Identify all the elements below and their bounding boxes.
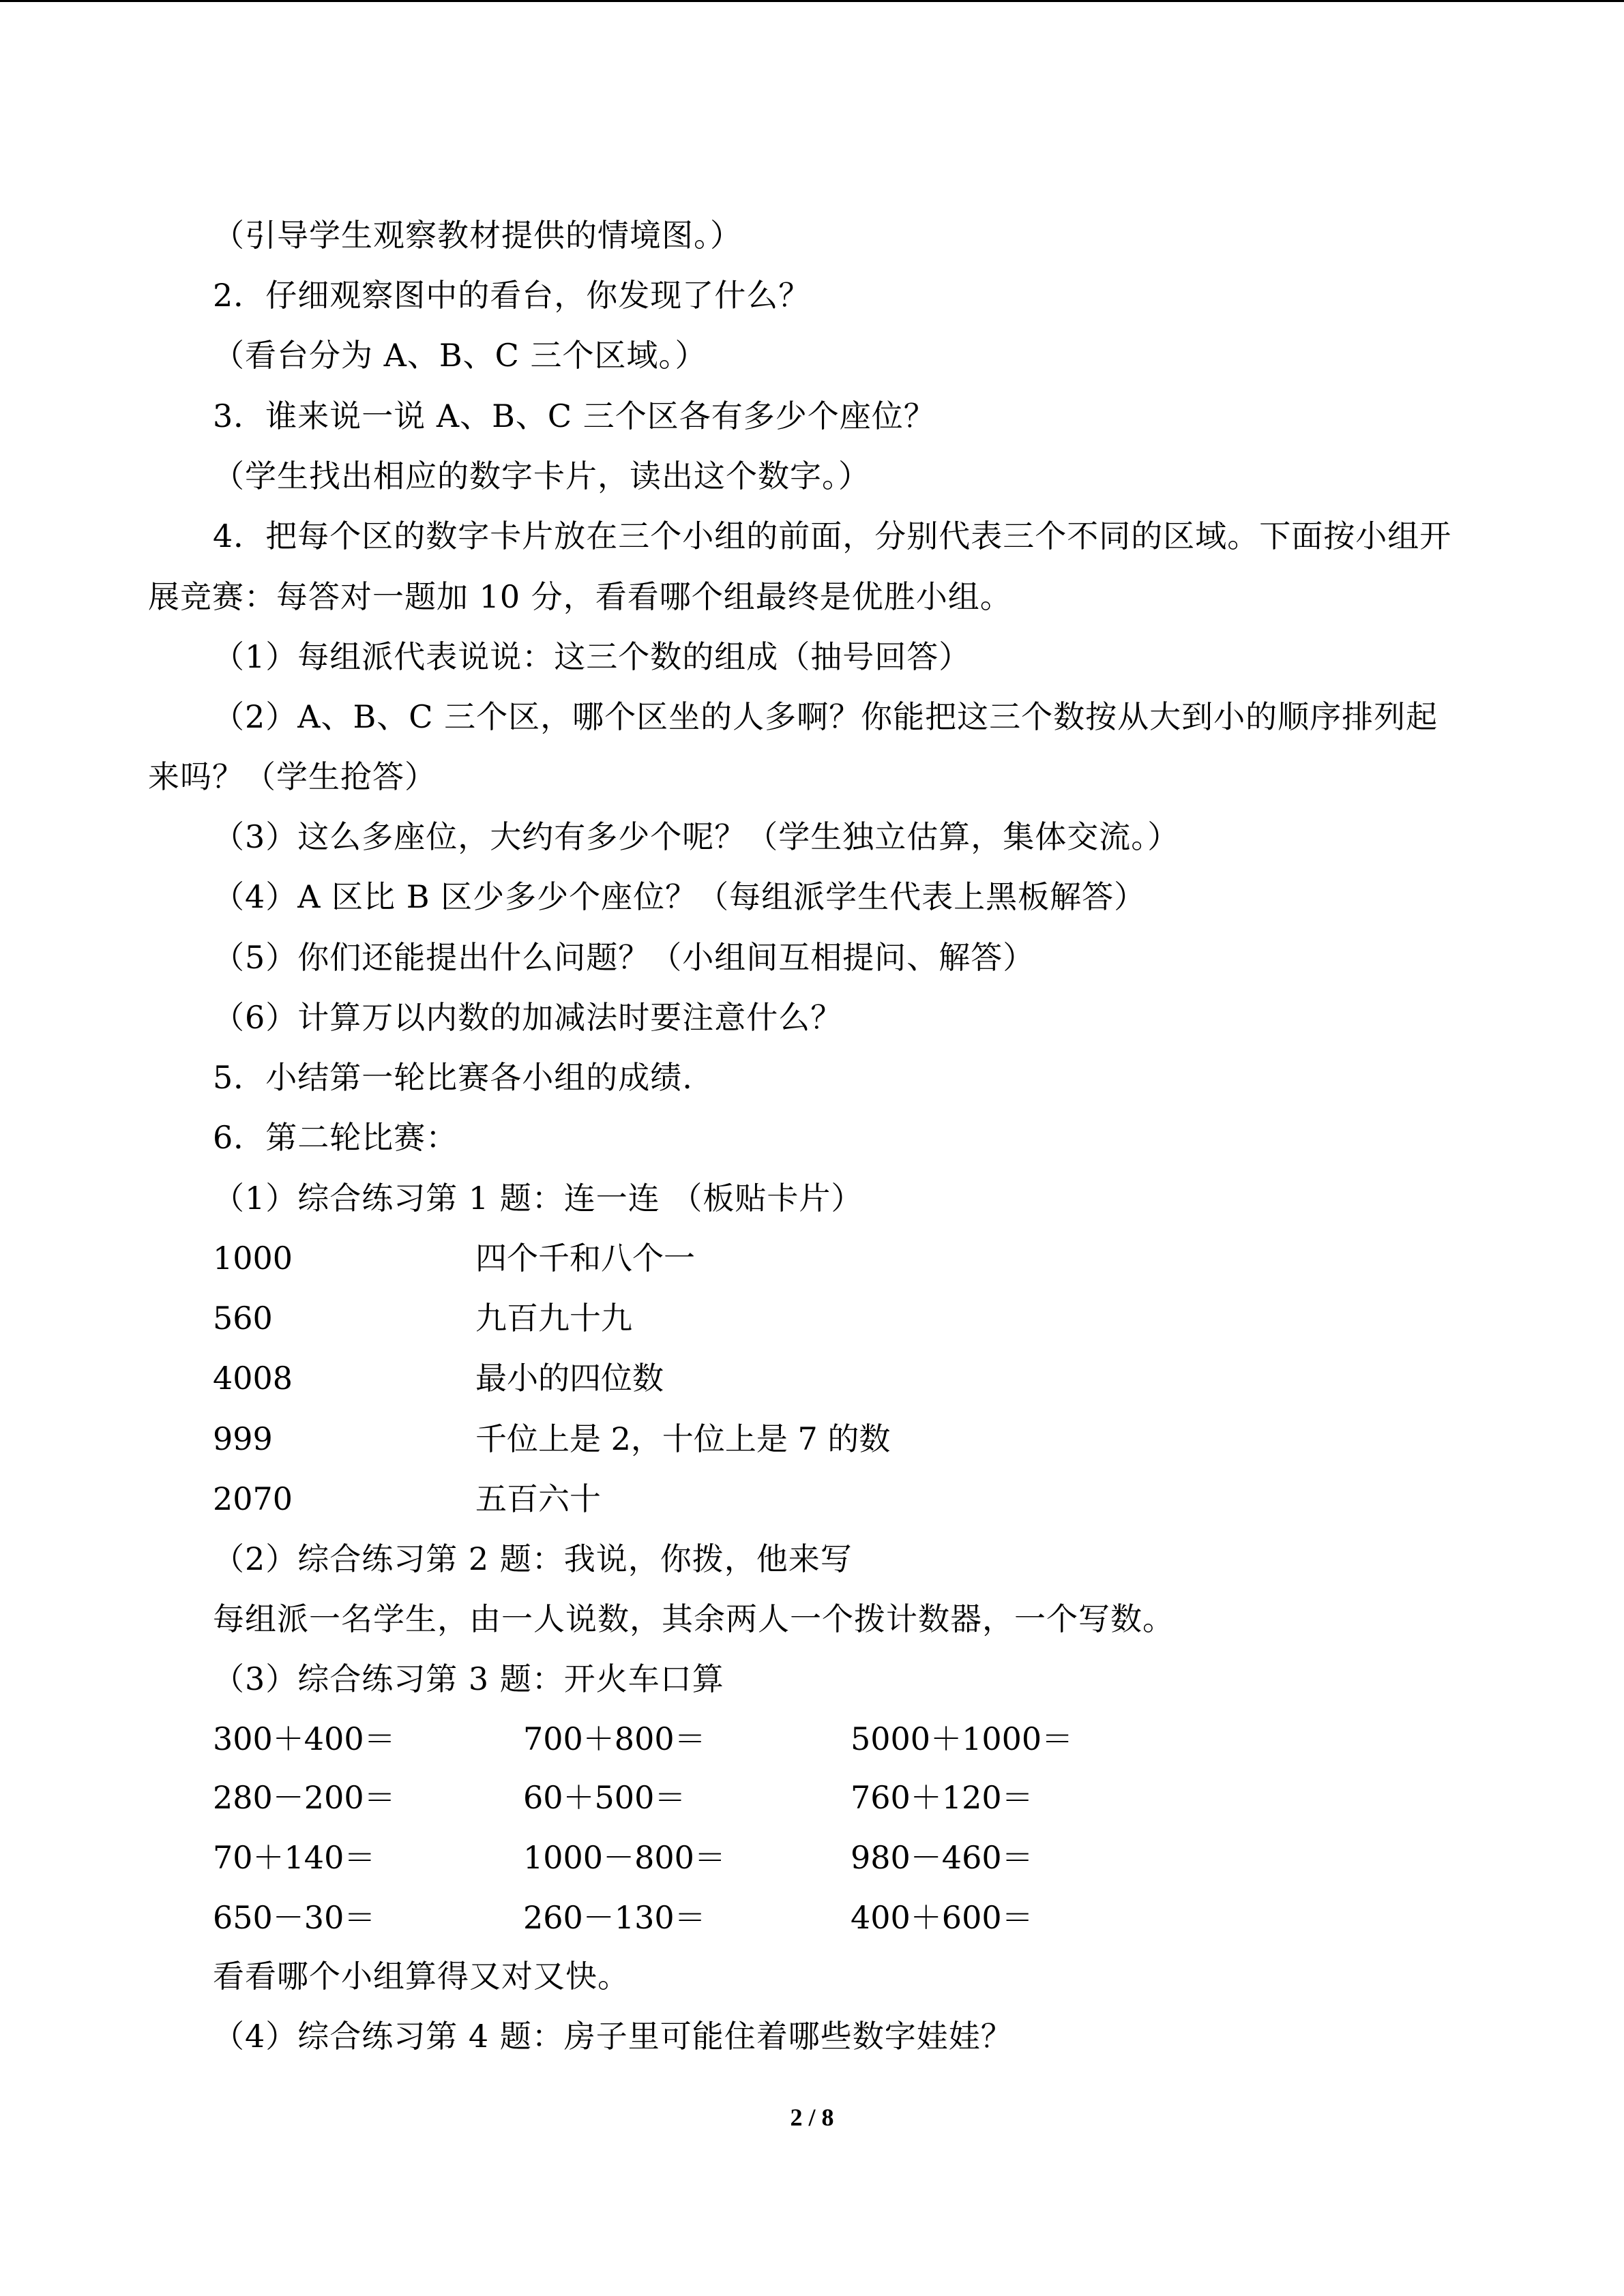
arithmetic-item: 1000－800＝ (523, 1839, 726, 1876)
text-line: （4）A 区比 B 区少多少个座位？（每组派学生代表上黑板解答） (213, 878, 1147, 915)
text-line: （5）你们还能提出什么问题？（小组间互相提问、解答） (213, 939, 1035, 976)
text-line: 2．仔细观察图中的看台，你发现了什么？ (213, 277, 811, 314)
text-line: 5．小结第一轮比赛各小组的成绩. (213, 1059, 693, 1096)
arithmetic-item: 260－130＝ (523, 1899, 706, 1936)
text-line: （1）综合练习第 1 题：连一连 （板贴卡片） (213, 1180, 863, 1217)
match-number: 4008 (213, 1360, 293, 1397)
text-line: （3）综合练习第 3 题：开火车口算 (213, 1660, 724, 1697)
arithmetic-item: 400＋600＝ (851, 1899, 1033, 1936)
text-line: （1）每组派代表说说：这三个数的组成（抽号回答） (213, 638, 971, 675)
text-line: 展竞赛：每答对一题加 10 分，看看哪个组最终是优胜小组。 (148, 578, 1012, 615)
arithmetic-item: 5000＋1000＝ (851, 1720, 1074, 1757)
arithmetic-item: 70＋140＝ (213, 1839, 376, 1876)
text-line: 6．第二轮比赛： (213, 1119, 458, 1156)
arithmetic-item: 300＋400＝ (213, 1720, 396, 1757)
text-line: （4）综合练习第 4 题：房子里可能住着哪些数字娃娃？ (213, 2018, 1013, 2055)
text-line: 每组派一名学生，由一人说数，其余两人一个拨计数器，一个写数。 (213, 1600, 1175, 1637)
arithmetic-item: 650－30＝ (213, 1899, 376, 1936)
match-number: 999 (213, 1420, 273, 1457)
text-line: （看台分为 A、B、C 三个区域。） (213, 337, 707, 374)
text-line: （6）计算万以内数的加减法时要注意什么？ (213, 999, 843, 1036)
arithmetic-item: 60＋500＝ (523, 1779, 686, 1816)
match-description: 四个千和八个一 (475, 1240, 695, 1277)
text-line: 来吗？（学生抢答） (148, 758, 437, 795)
match-description: 五百六十 (475, 1480, 601, 1517)
arithmetic-item: 760＋120＝ (851, 1779, 1033, 1816)
arithmetic-item: 700＋800＝ (523, 1720, 706, 1757)
match-number: 1000 (213, 1240, 293, 1277)
arithmetic-item: 980－460＝ (851, 1839, 1033, 1876)
match-description: 九百九十九 (475, 1300, 632, 1337)
text-line: （学生找出相应的数字卡片，读出这个数字。） (213, 458, 870, 494)
page-number: 2 / 8 (790, 2104, 834, 2131)
text-line: （2）综合练习第 2 题：我说，你拨，他来写 (213, 1540, 853, 1577)
text-line: （2）A、B、C 三个区，哪个区坐的人多啊？你能把这三个数按从大到小的顺序排列起 (213, 698, 1438, 735)
match-number: 560 (213, 1300, 273, 1337)
top-border (0, 0, 1624, 2)
text-line: 看看哪个小组算得又对又快。 (213, 1958, 630, 1995)
text-line: （3）这么多座位，大约有多少个呢？（学生独立估算，集体交流。） (213, 818, 1180, 855)
arithmetic-item: 280－200＝ (213, 1779, 396, 1816)
text-line: 3．谁来说一说 A、B、C 三个区各有多少个座位？ (213, 398, 936, 434)
match-description: 千位上是 2，十位上是 7 的数 (475, 1420, 891, 1457)
text-line: （引导学生观察教材提供的情境图。） (213, 217, 742, 254)
match-number: 2070 (213, 1480, 293, 1517)
match-description: 最小的四位数 (475, 1360, 664, 1397)
text-line: 4．把每个区的数字卡片放在三个小组的前面，分别代表三个不同的区域。下面按小组开 (213, 518, 1452, 554)
